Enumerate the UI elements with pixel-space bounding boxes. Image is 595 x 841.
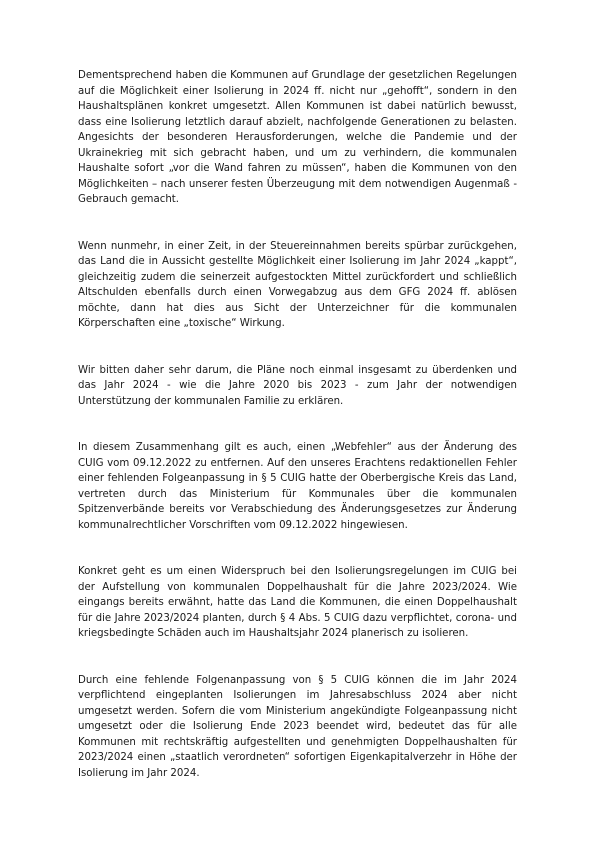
paragraph-toxische-wirkung: Wenn nunmehr, in einer Zeit, in der Steuereinnahmen bereits spürbar zurückgehen, das Land die in Aussicht gestellte Möglichkeit einer Isolierung im Jahr 2024 „kappt“, gleichzeitig zudem die seinerzeit aufgestockten Mittel zurückfordert und schließlich Altschulden ebenfalls durch einen Vorwegabzug aus dem GFG 2024 ff. ablösen möchte, dann hat dies aus Sicht der Unterzeichner für die kommunalen Körperschaften eine „toxische“ Wirkung. bbox=[78, 240, 517, 329]
paragraph-webfehler-cuig: In diesem Zusammenhang gilt es auch, einen „Webfehler“ aus der Änderung des CUIG vom 09.12.2022 zu entfernen. Auf den unseres Erachtens redaktionellen Fehler einer fehlenden Folgeanpassung in § 5 CUIG hatte der Oberbergische Kreis das Land, vertreten durch das Ministerium für Kommunales über die kommunalen Spitzenverbände bereits vor Verabschiedung des Änderungsgesetzes zur Änderung kommunalrechtlicher Vorschriften vom 09.12.2022 hingewiesen. bbox=[78, 442, 517, 531]
paragraph-doppelhaushalt: Konkret geht es um einen Widerspruch bei den Isolierungsregelungen im CUIG bei der Aufstellung von kommunalen Doppelhaushalt für die Jahre 2023/2024. Wie eingangs bereits erwähnt, hatte das Land die Kommunen, die einen Doppelhaushalt für die Jahre 2023/2024 planten, durch § 4 Abs. 5 CUIG dazu verpflichtet, corona- und kriegsbedingte Schäden auch im Haushaltsjahr 2024 planerisch zu isolieren. bbox=[78, 566, 517, 639]
paragraph-bitte-ueberdenken: Wir bitten daher sehr darum, die Pläne noch einmal insgesamt zu überdenken und das Jahr 2024 - wie die Jahre 2020 bis 2023 - zum Jahr der notwendigen Unterstützung der kommunalen Familie zu erklären. bbox=[78, 364, 517, 407]
paragraph-folgenanpassung: Durch eine fehlende Folgenanpassung von § 5 CUIG können die im Jahr 2024 verpflichtend eingeplanten Isolierungen im Jahresabschluss 2024 aber nicht umgesetzt werden. Sofern die vom Ministerium angekündigte Folgeanpassung nicht umgesetzt oder die Isolierung Ende 2023 beendet wird, bedeutet das für alle Kommunen mit rechtskräftig aufgestellten und genehmigten Doppelhaushalten für 2023/2024 einen „staatlich verordneten“ sofortigen Eigenkapitalverzehr in Höhe der Isolierung im Jahr 2024. bbox=[78, 674, 517, 779]
paragraph-isolierung-umsetzung: Dementsprechend haben die Kommunen auf Grundlage der gesetzlichen Regelungen auf die Möglichkeit einer Isolierung in 2024 ff. nicht nur „gehofft“, sondern in den Haushaltsplänen konkret umgesetzt. Allen Kommunen ist dabei natürlich bewusst, dass eine Isolierung letztlich darauf abzielt, nachfolgende Generationen zu belasten. Angesichts der besonderen Herausforderungen, welche die Pandemie und der Ukrainekrieg mit sich gebracht haben, und um zu verhindern, die kommunalen Haushalte sofort „vor die Wand fahren zu müssen“, haben die Kommunen von den Möglichkeiten – nach unserer festen Überzeugung mit dem notwendigen Augenmaß - Gebrauch gemacht. bbox=[78, 70, 517, 205]
document-page bbox=[78, 68, 517, 781]
